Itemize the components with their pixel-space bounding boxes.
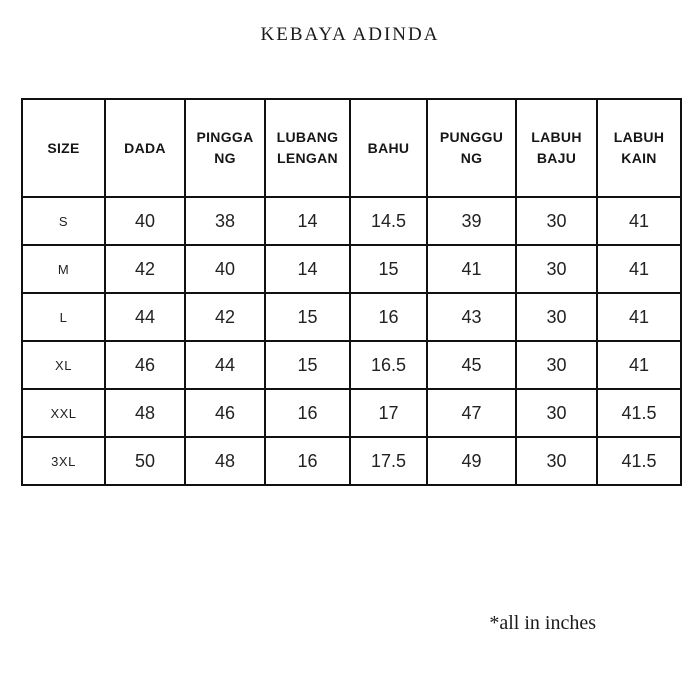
header-bahu: BAHU	[350, 99, 427, 197]
measurement-cell: 41	[597, 197, 681, 245]
measurement-cell: 16.5	[350, 341, 427, 389]
table-row	[22, 245, 681, 293]
size-label: L	[22, 293, 105, 341]
measurement-cell: 50	[105, 437, 185, 485]
size-label: S	[22, 197, 105, 245]
measurement-cell: 46	[105, 341, 185, 389]
measurement-cell: 48	[105, 389, 185, 437]
measurement-cell: 30	[516, 437, 597, 485]
measurement-cell: 40	[185, 245, 265, 293]
measurement-cell: 47	[427, 389, 516, 437]
header-dada: DADA	[105, 99, 185, 197]
measurement-cell: 44	[105, 293, 185, 341]
header-size: SIZE	[22, 99, 105, 197]
measurement-cell: 45	[427, 341, 516, 389]
table-row	[22, 437, 681, 485]
measurement-cell: 39	[427, 197, 516, 245]
measurement-cell: 17	[350, 389, 427, 437]
measurement-cell: 42	[185, 293, 265, 341]
header-lubang-lengan: LUBANG LENGAN	[265, 99, 350, 197]
measurement-cell: 30	[516, 293, 597, 341]
measurement-cell: 16	[265, 437, 350, 485]
header-labuh-kain: LABUH KAIN	[597, 99, 681, 197]
measurement-cell: 43	[427, 293, 516, 341]
measurement-cell: 38	[185, 197, 265, 245]
header-punggung: PUNGGU NG	[427, 99, 516, 197]
measurement-cell: 17.5	[350, 437, 427, 485]
size-label: XL	[22, 341, 105, 389]
size-label: M	[22, 245, 105, 293]
table-row	[22, 197, 681, 245]
size-chart-body	[22, 197, 681, 485]
measurement-cell: 41	[597, 341, 681, 389]
table-row	[22, 389, 681, 437]
measurement-cell: 15	[265, 293, 350, 341]
page-title: KEBAYA ADINDA	[260, 24, 440, 45]
table-row	[22, 293, 681, 341]
footnote: *all in inches	[489, 612, 596, 634]
measurement-cell: 41.5	[597, 437, 681, 485]
measurement-cell: 40	[105, 197, 185, 245]
size-label: 3XL	[22, 437, 105, 485]
measurement-cell: 41	[427, 245, 516, 293]
measurement-cell: 16	[350, 293, 427, 341]
measurement-cell: 30	[516, 389, 597, 437]
table-row	[22, 341, 681, 389]
header-pinggang: PINGGA NG	[185, 99, 265, 197]
measurement-cell: 14	[265, 197, 350, 245]
size-label: XXL	[22, 389, 105, 437]
measurement-cell: 16	[265, 389, 350, 437]
measurement-cell: 15	[350, 245, 427, 293]
measurement-cell: 48	[185, 437, 265, 485]
measurement-cell: 41	[597, 293, 681, 341]
measurement-cell: 30	[516, 341, 597, 389]
measurement-cell: 14	[265, 245, 350, 293]
header-row	[22, 99, 681, 197]
measurement-cell: 30	[516, 245, 597, 293]
measurement-cell: 15	[265, 341, 350, 389]
measurement-cell: 46	[185, 389, 265, 437]
measurement-cell: 14.5	[350, 197, 427, 245]
measurement-cell: 44	[185, 341, 265, 389]
measurement-cell: 49	[427, 437, 516, 485]
measurement-cell: 41.5	[597, 389, 681, 437]
size-chart-table	[21, 98, 682, 486]
measurement-cell: 41	[597, 245, 681, 293]
measurement-cell: 42	[105, 245, 185, 293]
measurement-cell: 30	[516, 197, 597, 245]
header-labuh-baju: LABUH BAJU	[516, 99, 597, 197]
